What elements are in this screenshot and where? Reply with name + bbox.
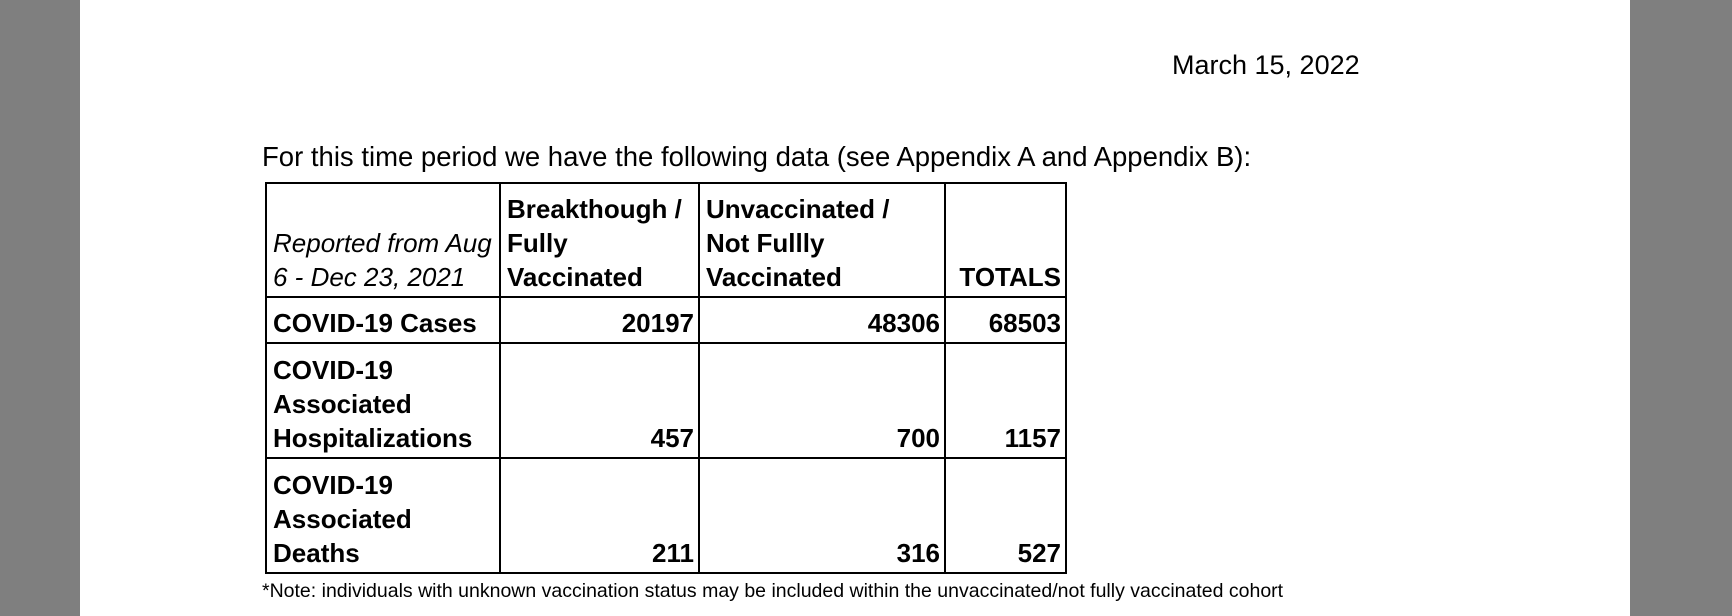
- cell-breakthrough: 211: [500, 458, 699, 573]
- document-date: March 15, 2022: [1172, 50, 1360, 80]
- row-label: COVID-19 Cases: [266, 297, 500, 343]
- intro-text: For this time period we have the following data (see Appendix A and Appendix B):: [262, 141, 1252, 172]
- table-header-row: [266, 183, 1066, 297]
- header-unvaccinated: Unvaccinated / Not Fullly Vaccinated: [699, 183, 945, 297]
- cell-unvaccinated: 316: [699, 458, 945, 573]
- cell-total: 1157: [945, 343, 1066, 458]
- cell-breakthrough: 20197: [500, 297, 699, 343]
- cell-total: 527: [945, 458, 1066, 573]
- document-page: [80, 0, 1630, 616]
- table-row-deaths: [266, 458, 1066, 573]
- table-row-cases: [266, 297, 1066, 343]
- cell-total: 68503: [945, 297, 1066, 343]
- footnote: *Note: individuals with unknown vaccination status may be included within the unvaccinated/not fully vaccinated cohort: [262, 580, 1284, 602]
- table-row-hospitalizations: [266, 343, 1066, 458]
- row-label: COVID-19 Associated Deaths: [266, 458, 500, 573]
- cell-breakthrough: 457: [500, 343, 699, 458]
- row-label: COVID-19 Associated Hospitalizations: [266, 343, 500, 458]
- header-breakthrough: Breakthough / Fully Vaccinated: [500, 183, 699, 297]
- cell-unvaccinated: 700: [699, 343, 945, 458]
- cell-unvaccinated: 48306: [699, 297, 945, 343]
- covid-data-table: [265, 182, 1067, 574]
- header-period: Reported from Aug 6 - Dec 23, 2021: [266, 183, 500, 297]
- header-totals: TOTALS: [945, 183, 1066, 297]
